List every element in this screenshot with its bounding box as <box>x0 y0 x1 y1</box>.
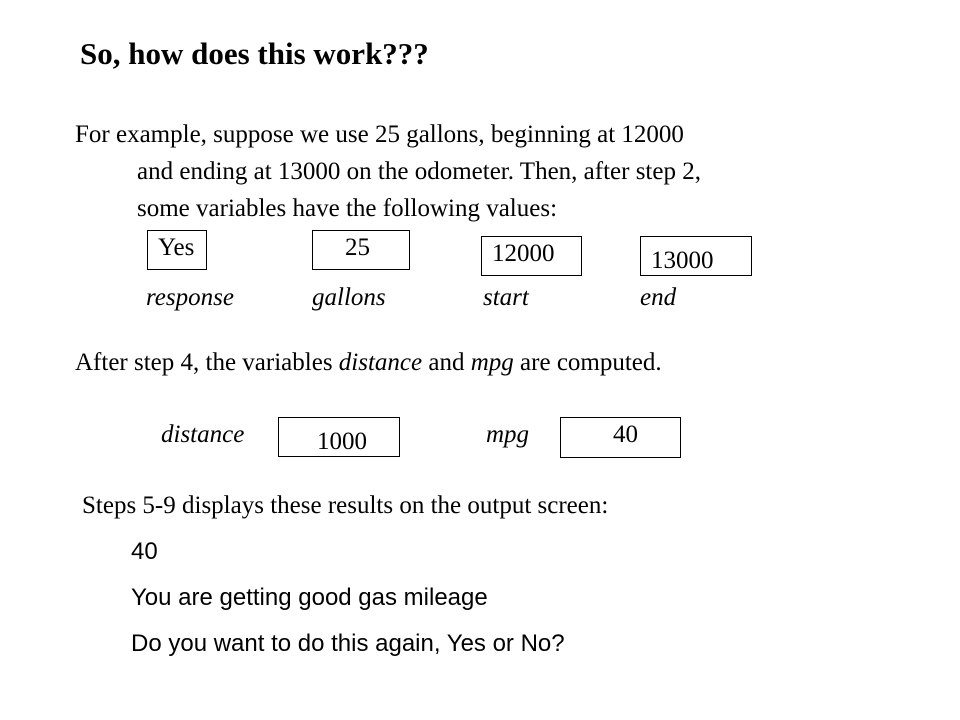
example-line-2: and ending at 13000 on the odometer. Then, after step 2, <box>137 158 701 185</box>
step4-var-mpg: mpg <box>470 349 514 376</box>
output-line-1: 40 <box>131 538 158 565</box>
page-title: So, how does this work??? <box>80 36 429 71</box>
step4-prefix: After step 4, the variables <box>75 349 339 376</box>
variable-label-response: response <box>146 284 234 311</box>
computed-label-distance: distance <box>161 421 245 448</box>
step4-paragraph <box>75 344 662 381</box>
variable-box-gallons: 25 <box>312 230 410 270</box>
steps59-paragraph: Steps 5-9 displays these results on the output screen: <box>82 492 609 519</box>
step4-mid: and <box>422 349 471 376</box>
example-line-1: For example, suppose we use 25 gallons, beginning at 12000 <box>75 121 684 148</box>
variable-label-gallons: gallons <box>312 284 386 311</box>
output-line-2: You are getting good gas mileage <box>131 584 488 611</box>
variable-box-response: Yes <box>147 230 207 270</box>
example-line-3: some variables have the following values: <box>137 195 558 222</box>
step4-var-distance: distance <box>338 349 423 376</box>
variable-box-start: 12000 <box>481 236 582 276</box>
output-line-3: Do you want to do this again, Yes or No? <box>131 630 565 657</box>
variable-label-start: start <box>483 284 529 311</box>
variable-label-end: end <box>640 284 677 311</box>
computed-label-mpg: mpg <box>486 421 530 448</box>
variable-box-end: 13000 <box>640 236 752 276</box>
step4-suffix: are computed. <box>513 349 662 376</box>
computed-box-mpg: 40 <box>560 417 681 458</box>
computed-box-distance: 1000 <box>278 417 400 457</box>
